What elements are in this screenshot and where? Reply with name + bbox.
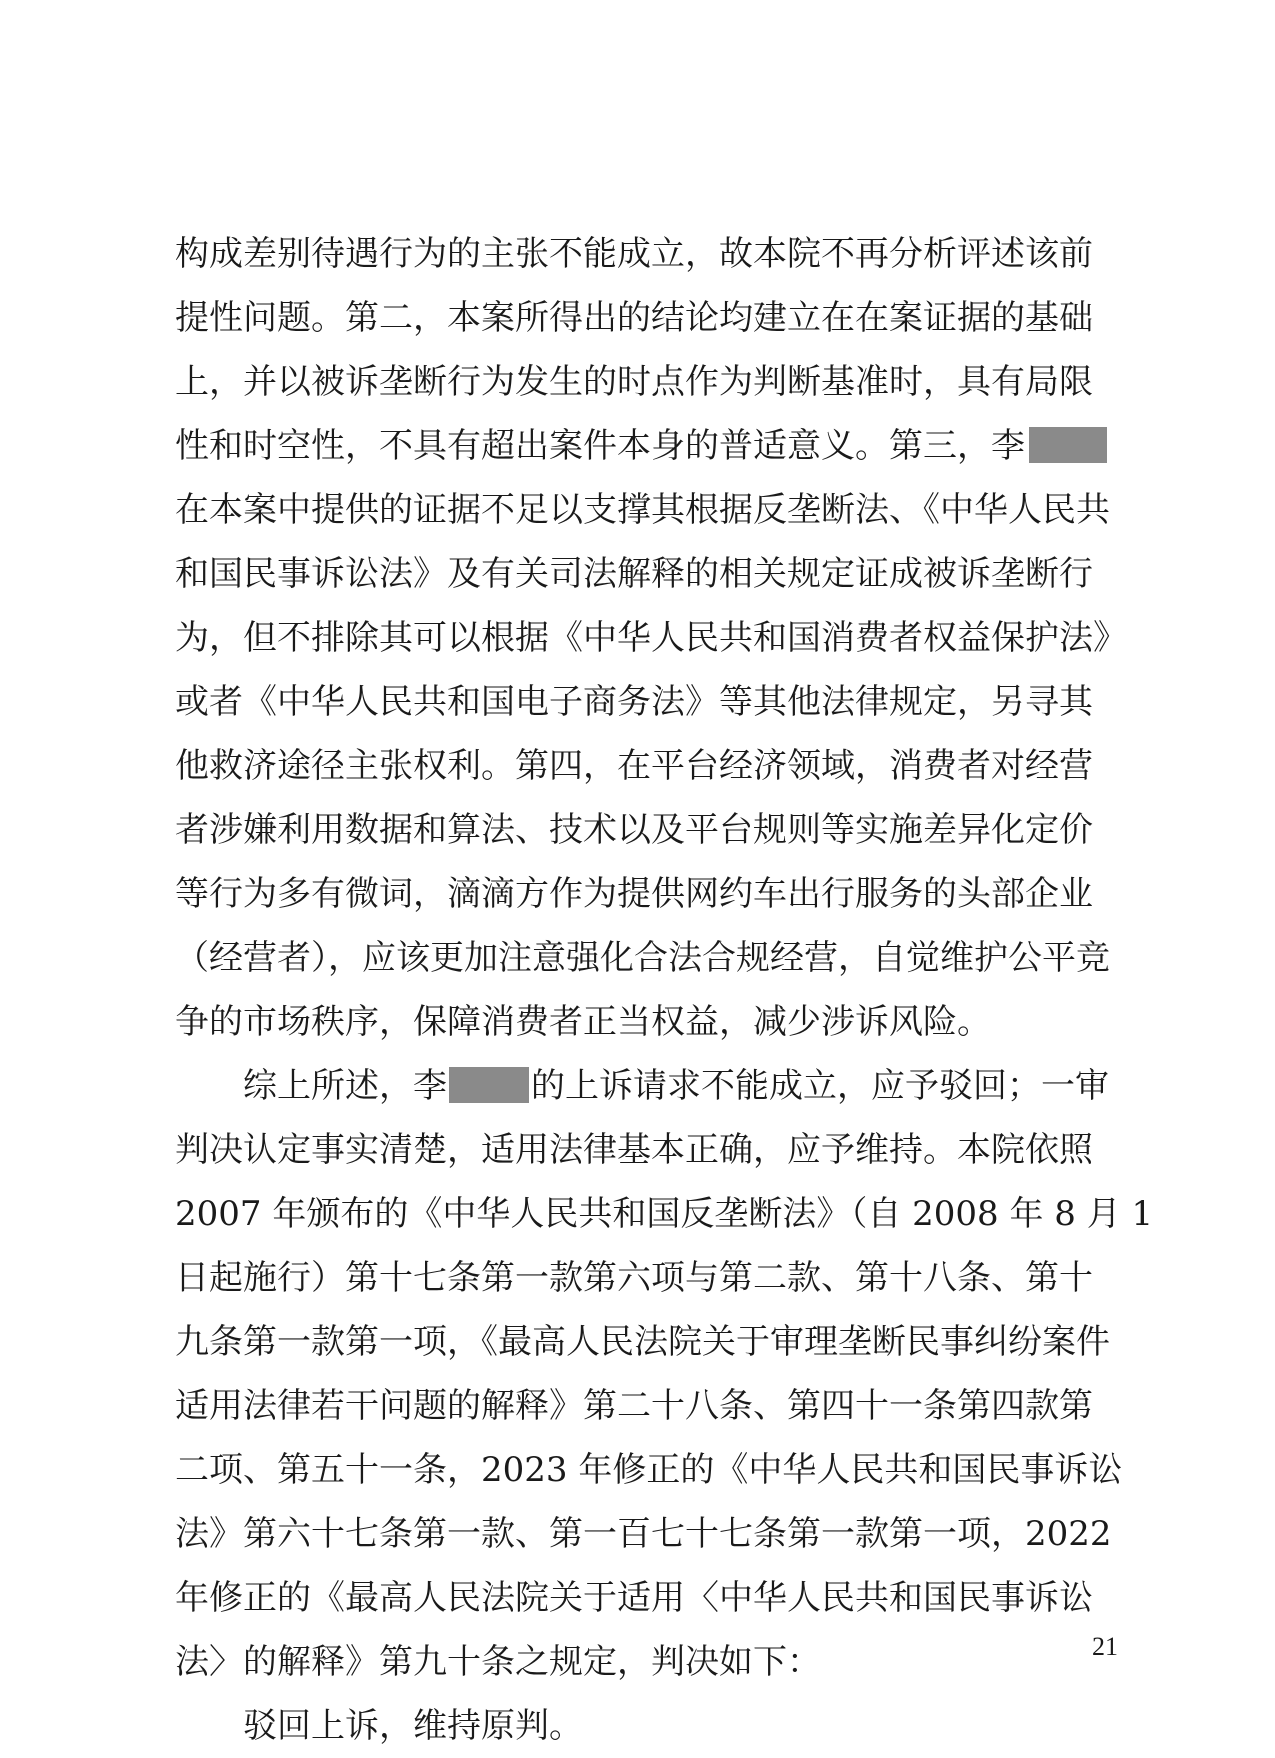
text-line: 九条第一款第一项，《最高人民法院关于审理垄断民事纠纷案件 [175,1322,1110,1362]
text-line: 2007 年颁布的《中华人民共和国反垄断法》（自 2008 年 8 月 1 [175,1194,1154,1234]
text-line: 判决认定事实清楚，适用法律基本正确，应予维持。本院依照 [175,1130,1093,1170]
redaction-box [449,1067,529,1103]
text-line: 他救济途径主张权利。第四，在平台经济领域，消费者对经营 [175,746,1093,786]
text-line: 在本案中提供的证据不足以支撑其根据反垄断法、《中华人民共 [175,490,1110,530]
text-line: 年修正的《最高人民法院关于适用〈中华人民共和国民事诉讼 [175,1578,1093,1618]
page-number: 21 [1092,1632,1118,1661]
text-line: 法》第六十七条第一款、第一百七十七条第一款第一项，2022 [175,1514,1112,1554]
text-line: 或者《中华人民共和国电子商务法》等其他法律规定，另寻其 [175,682,1093,722]
text-line: 法〉的解释》第九十条之规定，判决如下： [175,1642,821,1682]
text-line: 性和时空性，不具有超出案件本身的普适意义。第三，李 [175,414,1135,478]
text-line: 提性问题。第二，本案所得出的结论均建立在在案证据的基础 [175,298,1093,338]
text-line: 适用法律若干问题的解释》第二十八条、第四十一条第四款第 [175,1386,1093,1426]
text-line: 构成差别待遇行为的主张不能成立，故本院不再分析评述该前 [175,234,1093,274]
redaction-box [1029,427,1107,463]
text-line: 争的市场秩序，保障消费者正当权益，减少涉诉风险。 [175,1002,991,1042]
text-line: 等行为多有微词，滴滴方作为提供网约车出行服务的头部企业 [175,874,1093,914]
text-line: （经营者），应该更加注意强化合法合规经营，自觉维护公平竞 [175,938,1110,978]
text-line: 驳回上诉，维持原判。 [243,1706,583,1746]
text-line: 日起施行）第十七条第一款第六项与第二款、第十八条、第十 [175,1258,1093,1298]
text-line: 者涉嫌利用数据和算法、技术以及平台规则等实施差异化定价 [175,810,1093,850]
text-line: 和国民事诉讼法》及有关司法解释的相关规定证成被诉垄断行 [175,554,1093,594]
text-line: 二项、第五十一条，2023 年修正的《中华人民共和国民事诉讼 [175,1450,1123,1490]
text-line: 为，但不排除其可以根据《中华人民共和国消费者权益保护法》 [175,618,1127,658]
judgment-text [175,222,1154,1758]
text-line: 综上所述，李 的上诉请求不能成立，应予驳回；一审 [243,1066,1109,1106]
text-line: 上，并以被诉垄断行为发生的时点作为判断基准时，具有局限 [175,362,1093,402]
